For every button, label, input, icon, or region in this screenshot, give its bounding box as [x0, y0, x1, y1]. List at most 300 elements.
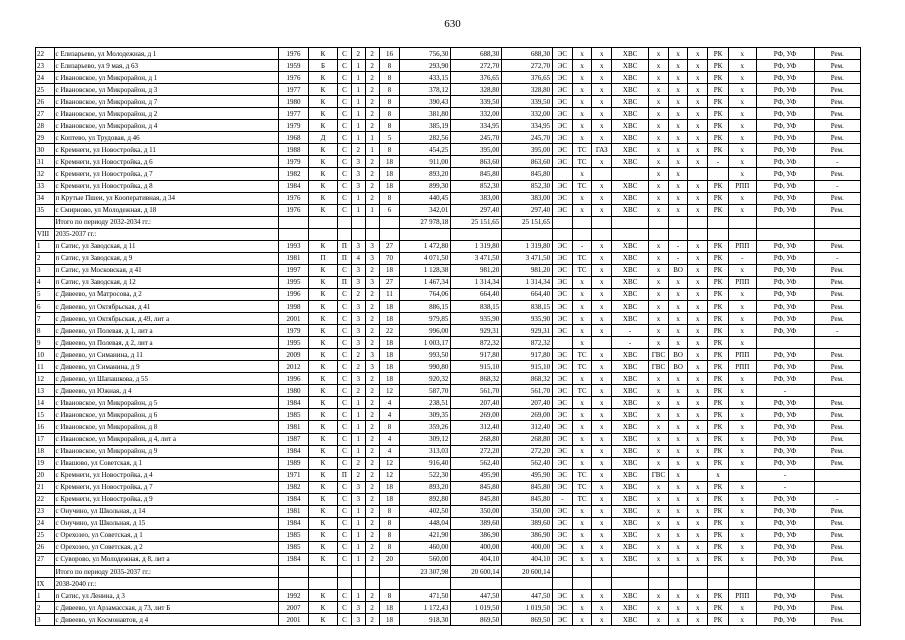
table-cell: х [688, 409, 708, 421]
table-cell: 981,20 [502, 264, 553, 276]
table-cell: с Ивановское, ул Микрорайон, д 7 [54, 96, 278, 108]
table-cell: х [572, 541, 592, 553]
table-cell: х [572, 84, 592, 96]
table-cell: 14 [36, 397, 55, 409]
table-cell: 1 [351, 108, 365, 120]
table-cell: РК [708, 192, 729, 204]
table-cell [688, 469, 708, 481]
table-cell: 2 [365, 553, 379, 565]
table-cell: С [337, 349, 351, 361]
table-cell: х [649, 337, 669, 349]
table-cell: х [688, 156, 708, 168]
table-cell: 27 [36, 553, 55, 565]
table-row [36, 578, 861, 590]
table-cell: х [728, 325, 756, 337]
table-cell: 2 [365, 433, 379, 445]
table-cell: х [688, 541, 708, 553]
table-cell: х [668, 132, 688, 144]
table-cell: РК [708, 397, 729, 409]
table-cell: х [592, 108, 612, 120]
table-cell: РФ, УФ [756, 361, 814, 373]
table-cell: х [572, 60, 592, 72]
table-cell: х [688, 493, 708, 505]
table-cell: 1 [351, 192, 365, 204]
table-cell: ЭС [553, 529, 573, 541]
table-cell: 915,10 [451, 361, 502, 373]
table-cell: 8 [379, 84, 400, 96]
table-cell: х [688, 276, 708, 288]
table-cell: х [649, 300, 669, 312]
table-cell: х [592, 349, 612, 361]
table-cell: С [337, 192, 351, 204]
table-cell [756, 216, 814, 228]
table-cell [309, 216, 338, 228]
table-cell: 1 [36, 240, 55, 252]
table-cell: Рем. [814, 614, 861, 626]
table-cell: РК [708, 553, 729, 565]
table-row [36, 144, 861, 156]
table-cell: 3 [365, 240, 379, 252]
table-cell: С [337, 313, 351, 325]
table-cell: х [572, 108, 592, 120]
table-cell: 207,40 [502, 397, 553, 409]
table-cell: с Кремнеги, ул Новостройка, д 4 [54, 469, 278, 481]
table-cell: х [572, 300, 592, 312]
table-cell: 1 [351, 529, 365, 541]
table-cell: К [309, 373, 338, 385]
table-row [36, 349, 861, 361]
table-cell [592, 168, 612, 180]
table-cell: К [309, 469, 338, 481]
table-cell: ХВС [612, 132, 649, 144]
table-cell: с Елизарьево, ул 9 мая, д 63 [54, 60, 278, 72]
table-cell: К [309, 144, 338, 156]
table-cell: 3 [351, 325, 365, 337]
table-cell: 334,95 [451, 120, 502, 132]
table-row [36, 505, 861, 517]
table-cell: с Ивановское, ул Микрорайон, д 4 [54, 120, 278, 132]
table-cell: 1985 [278, 541, 308, 553]
table-cell: х [649, 602, 669, 614]
table-cell: 2 [365, 541, 379, 553]
table-cell: х [688, 60, 708, 72]
table-cell: К [309, 349, 338, 361]
table-cell: 5 [379, 132, 400, 144]
table-cell: 1981 [278, 252, 308, 264]
table-cell: х [592, 373, 612, 385]
table-cell [649, 228, 669, 240]
table-cell: ЭС [553, 481, 573, 493]
table-cell: С [337, 445, 351, 457]
table-cell: 8 [379, 541, 400, 553]
table-cell: х [728, 421, 756, 433]
table-cell: РПП [728, 349, 756, 361]
table-cell: 268,80 [502, 433, 553, 445]
table-cell: РК [708, 445, 729, 457]
table-cell: С [337, 264, 351, 276]
table-cell: х [688, 517, 708, 529]
table-cell: х [688, 96, 708, 108]
table-cell: х [688, 433, 708, 445]
housing-register-table [35, 47, 861, 626]
table-cell: х [592, 313, 612, 325]
table-cell: х [592, 493, 612, 505]
table-cell: 845,80 [502, 481, 553, 493]
table-cell: Рем. [814, 240, 861, 252]
table-cell: 1992 [278, 590, 308, 602]
table-cell: х [728, 192, 756, 204]
table-cell: К [309, 529, 338, 541]
table-cell: 18 [379, 156, 400, 168]
table-cell: х [592, 481, 612, 493]
table-cell: х [649, 144, 669, 156]
table-cell: 3 [351, 313, 365, 325]
table-cell: х [592, 240, 612, 252]
table-body [36, 48, 861, 626]
table-cell: С [337, 325, 351, 337]
table-cell: с Дивеево, ул Матросова, д 2 [54, 288, 278, 300]
table-cell: 2 [365, 60, 379, 72]
table-cell: РФ, УФ [756, 445, 814, 457]
table-cell: ХВС [612, 373, 649, 385]
table-cell: С [337, 493, 351, 505]
table-cell: 1 314,34 [451, 276, 502, 288]
table-row [36, 108, 861, 120]
table-cell: 395,00 [502, 144, 553, 156]
table-cell: 4 [379, 433, 400, 445]
table-cell: 2001 [278, 614, 308, 626]
table-cell: х [728, 72, 756, 84]
table-cell: х [668, 276, 688, 288]
table-cell: ЭС [553, 505, 573, 517]
table-cell: 238,51 [400, 397, 451, 409]
table-cell: РК [708, 204, 729, 216]
table-cell: ХВС [612, 541, 649, 553]
table-cell [278, 578, 308, 590]
table-cell: РК [708, 541, 729, 553]
table-cell: 16 [379, 48, 400, 60]
table-cell: ХВС [612, 433, 649, 445]
table-cell: П [337, 240, 351, 252]
table-cell: 845,80 [451, 481, 502, 493]
table-cell [814, 216, 861, 228]
table-cell: Рем. [814, 60, 861, 72]
table-cell: - [814, 252, 861, 264]
table-cell: х [688, 264, 708, 276]
table-cell: 2 [365, 48, 379, 60]
table-cell: 845,80 [451, 168, 502, 180]
table-cell: 2 [365, 481, 379, 493]
table-cell: 32 [36, 168, 55, 180]
table-cell: х [572, 602, 592, 614]
table-cell: 293,90 [400, 60, 451, 72]
table-cell: С [337, 614, 351, 626]
table-cell: х [688, 602, 708, 614]
table-cell: РК [708, 120, 729, 132]
table-cell: 2 [351, 469, 365, 481]
table-cell: х [592, 300, 612, 312]
table-cell: х [668, 385, 688, 397]
table-cell: - [756, 469, 814, 481]
table-cell: 2 [365, 614, 379, 626]
table-cell: х [649, 168, 669, 180]
table-cell [351, 228, 365, 240]
table-cell: 8 [379, 96, 400, 108]
table-cell: 2 [365, 517, 379, 529]
table-cell: С [337, 505, 351, 517]
table-cell: х [572, 397, 592, 409]
table-cell: х [592, 72, 612, 84]
table-cell: 2 [351, 349, 365, 361]
table-cell: х [728, 397, 756, 409]
table-cell: 1 172,43 [400, 602, 451, 614]
table-cell [553, 337, 573, 349]
table-cell: 20 [379, 553, 400, 565]
table-cell: ЭС [553, 180, 573, 192]
table-cell: К [309, 433, 338, 445]
table-cell: х [728, 84, 756, 96]
table-cell: Итого по периоду 2035-2037 гг.: [54, 566, 278, 578]
table-cell: 19 [36, 457, 55, 469]
table-cell: п Крутые Пшеи, ул Кооперативная, д 34 [54, 192, 278, 204]
table-cell: 1 [351, 409, 365, 421]
table-cell: 1976 [278, 192, 308, 204]
table-cell: 1 [351, 72, 365, 84]
table-cell: 3 [351, 156, 365, 168]
table-cell [365, 578, 379, 590]
table-cell: 911,00 [400, 156, 451, 168]
table-cell [502, 228, 553, 240]
table-cell: РК [708, 517, 729, 529]
table-cell: х [668, 553, 688, 565]
table-cell: 272,20 [451, 445, 502, 457]
table-cell: 8 [379, 120, 400, 132]
table-cell [337, 578, 351, 590]
table-cell [365, 228, 379, 240]
table-cell: ХВС [612, 602, 649, 614]
table-cell: 2 [365, 156, 379, 168]
table-cell: 207,40 [451, 397, 502, 409]
table-cell: х [728, 517, 756, 529]
table-cell: 2007 [278, 602, 308, 614]
table-cell: 269,00 [502, 409, 553, 421]
table-cell: х [668, 421, 688, 433]
table-cell: РК [708, 493, 729, 505]
table-cell: х [592, 397, 612, 409]
table-cell [337, 566, 351, 578]
table-cell: 454,25 [400, 144, 451, 156]
table-cell: 3 471,50 [502, 252, 553, 264]
table-cell: с Дивеево, ул Октябрьская, д 49, лит а [54, 313, 278, 325]
table-cell: ХВС [612, 108, 649, 120]
table-cell: х [728, 96, 756, 108]
table-cell: ХВС [612, 96, 649, 108]
table-cell: 383,00 [502, 192, 553, 204]
table-cell: х [592, 204, 612, 216]
table-cell: ХВС [612, 204, 649, 216]
table-cell: х [572, 457, 592, 469]
table-cell: с Онучино, ул Школьная, д 14 [54, 505, 278, 517]
table-cell: 1 [351, 445, 365, 457]
table-cell: х [688, 120, 708, 132]
table-cell: х [728, 156, 756, 168]
table-cell: ХВС [612, 469, 649, 481]
table-cell: Рем. [814, 397, 861, 409]
table-cell: х [649, 72, 669, 84]
table-cell: 18 [379, 180, 400, 192]
table-cell: ТС [572, 385, 592, 397]
table-cell: 332,00 [451, 108, 502, 120]
table-cell: 3 [351, 337, 365, 349]
table-cell: х [668, 541, 688, 553]
table-cell: х [728, 132, 756, 144]
table-cell: х [668, 84, 688, 96]
table-cell: с Кремнеги, ул Новостройка, д 9 [54, 493, 278, 505]
table-cell: 447,50 [451, 590, 502, 602]
table-cell: 1989 [278, 457, 308, 469]
table-cell: с Дивеево, ул Симанина, д 9 [54, 361, 278, 373]
table-cell: РК [708, 96, 729, 108]
table-cell: 21 [36, 481, 55, 493]
table-cell [814, 469, 861, 481]
table-cell: х [668, 60, 688, 72]
table-cell: К [309, 397, 338, 409]
table-cell: 18 [379, 481, 400, 493]
table-row [36, 120, 861, 132]
table-cell: х [649, 421, 669, 433]
table-cell: х [592, 48, 612, 60]
table-cell: 664,40 [502, 288, 553, 300]
table-cell: РК [708, 60, 729, 72]
table-cell: К [309, 96, 338, 108]
table-cell: Рем. [814, 204, 861, 216]
table-cell: 5 [36, 288, 55, 300]
table-cell: 1 [351, 204, 365, 216]
table-cell: х [649, 493, 669, 505]
table-row [36, 566, 861, 578]
table-cell: ХВС [612, 192, 649, 204]
table-cell: К [309, 614, 338, 626]
table-cell: 1 [365, 204, 379, 216]
table-cell: ХВС [612, 276, 649, 288]
table-cell: х [668, 156, 688, 168]
table-cell: РФ, УФ [756, 602, 814, 614]
table-cell: 917,80 [502, 349, 553, 361]
table-cell: 3 [351, 180, 365, 192]
table-cell: х [649, 553, 669, 565]
table-cell: х [592, 445, 612, 457]
table-cell [309, 578, 338, 590]
table-cell: Рем. [814, 409, 861, 421]
table-cell: ЭС [553, 192, 573, 204]
table-cell: С [337, 337, 351, 349]
table-cell: х [649, 385, 669, 397]
table-cell: 245,70 [451, 132, 502, 144]
table-cell: РК [708, 325, 729, 337]
table-cell: 4 [36, 276, 55, 288]
table-row [36, 204, 861, 216]
table-cell: 334,95 [502, 120, 553, 132]
table-cell: х [728, 313, 756, 325]
table-row [36, 180, 861, 192]
table-cell: К [309, 421, 338, 433]
table-cell: К [309, 553, 338, 565]
table-cell: х [649, 457, 669, 469]
table-cell: х [688, 325, 708, 337]
table-cell [814, 566, 861, 578]
table-cell: С [337, 132, 351, 144]
table-cell: ЭС [553, 276, 573, 288]
table-cell [668, 578, 688, 590]
table-cell: К [309, 300, 338, 312]
table-cell: ЭС [553, 433, 573, 445]
table-cell: х [572, 614, 592, 626]
table-row [36, 84, 861, 96]
table-cell: х [728, 48, 756, 60]
table-cell: х [572, 421, 592, 433]
table-cell: К [309, 313, 338, 325]
table-cell: 1 [351, 96, 365, 108]
table-cell: 587,70 [400, 385, 451, 397]
table-cell: х [668, 469, 688, 481]
table-cell: РК [708, 602, 729, 614]
table-cell: РФ, УФ [756, 180, 814, 192]
table-cell: х [728, 60, 756, 72]
table-cell: К [309, 108, 338, 120]
table-cell: РК [708, 433, 729, 445]
table-cell: 359,26 [400, 421, 451, 433]
table-cell: Рем. [814, 457, 861, 469]
table-row [36, 553, 861, 565]
table-cell: РК [708, 349, 729, 361]
table-cell: 1979 [278, 156, 308, 168]
table-cell: 495,90 [502, 469, 553, 481]
table-cell: х [649, 96, 669, 108]
table-row [36, 590, 861, 602]
table-cell: х [668, 300, 688, 312]
table-cell: 24 [36, 517, 55, 529]
table-cell: х [688, 529, 708, 541]
table-cell: 8 [379, 517, 400, 529]
table-cell: ЭС [553, 60, 573, 72]
table-cell [36, 566, 55, 578]
table-cell [728, 578, 756, 590]
table-cell: РФ, УФ [756, 288, 814, 300]
table-cell: 3 [351, 276, 365, 288]
table-cell: 918,30 [400, 614, 451, 626]
table-cell [572, 578, 592, 590]
table-cell: х [572, 433, 592, 445]
table-cell: ЭС [553, 397, 573, 409]
table-cell: с Кремнеги, ул Новостройка, д 7 [54, 168, 278, 180]
table-cell: х [728, 144, 756, 156]
table-cell: РФ, УФ [756, 349, 814, 361]
table-cell [379, 216, 400, 228]
table-cell: х [649, 481, 669, 493]
table-cell: ХВС [612, 493, 649, 505]
table-row [36, 252, 861, 264]
table-cell: 26 [36, 96, 55, 108]
table-cell: 993,50 [400, 349, 451, 361]
table-cell: с Ивановское, ул Микрорайон, д 3 [54, 84, 278, 96]
table-cell: 2 [365, 373, 379, 385]
table-cell: с Дивеево, ул Октябрьская, д 41 [54, 300, 278, 312]
table-cell: х [668, 120, 688, 132]
table-cell: РФ, УФ [756, 409, 814, 421]
table-cell: х [688, 361, 708, 373]
table-cell [278, 228, 308, 240]
table-cell: с Суворово, ул Молодежная, д 8, лит а [54, 553, 278, 565]
